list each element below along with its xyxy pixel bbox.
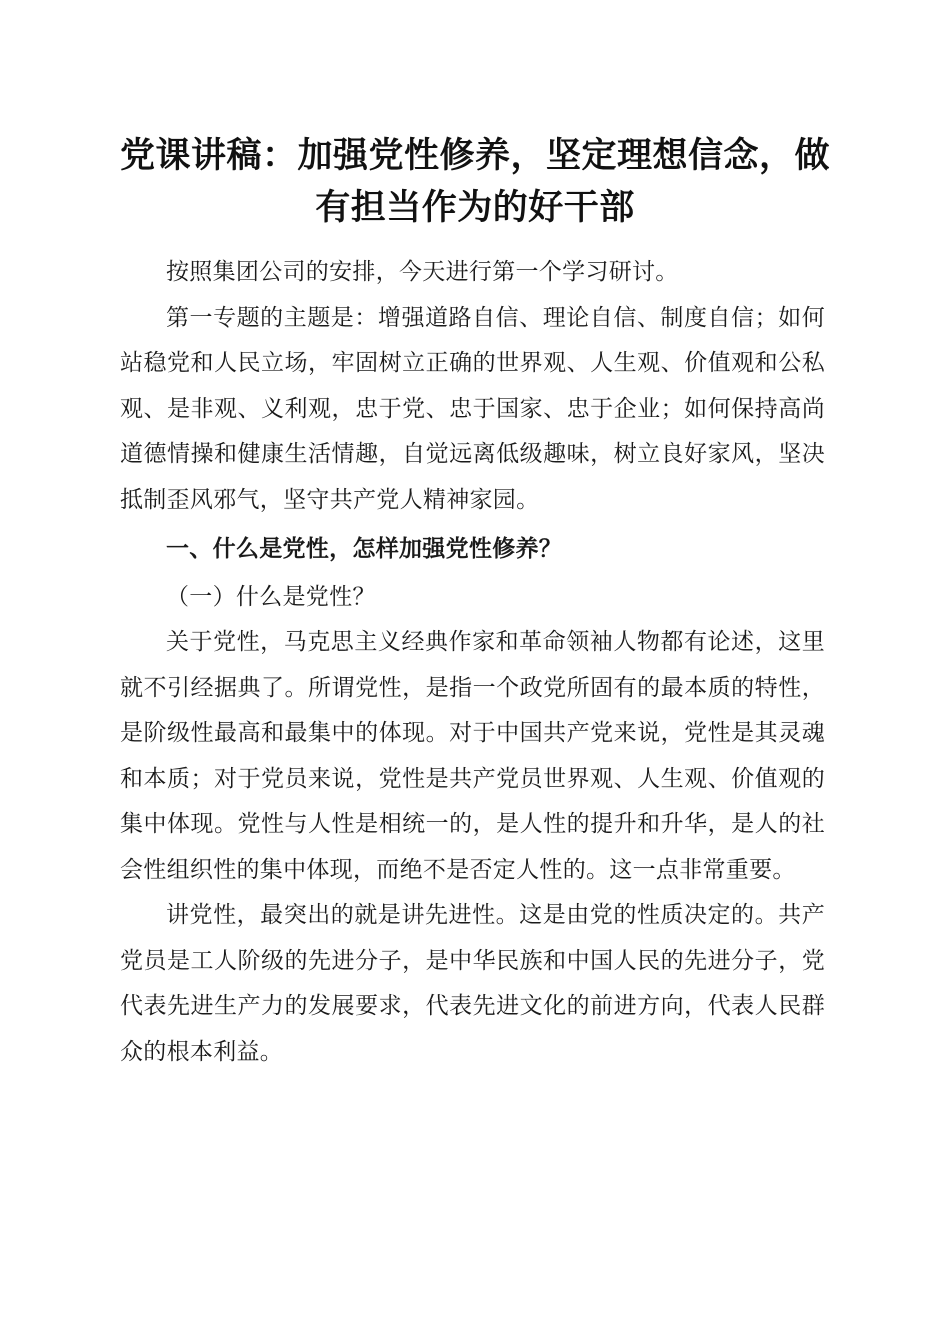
subsection-heading: （一）什么是党性？	[166, 583, 376, 610]
section-heading: 一、什么是党性，怎样加强党性修养？	[166, 536, 563, 562]
document-body	[120, 250, 825, 1075]
body-paragraph: 关于党性，马克思主义经典作家和革命领袖人物都有论述，这里就不引经据典了。所谓党性，是指一个政党所固有的最本质的特性，是阶级性最高和最集中的体现。对于中国共产党来说，党性是其灵魂和本质；对于党员来说，党性是共产党员世界观、人生观、价值观的集中体现。党性与人性是相统一的，是人性的提升和升华，是人的社会性组织性的集中体现，而绝不是否定人性的。这一点非常重要。	[120, 629, 825, 883]
title-line-1: 党课讲稿：加强党性修养，坚定理想信念，做	[119, 135, 830, 176]
page-title	[110, 130, 840, 234]
title-line-2: 有担当作为的好干部	[315, 187, 635, 228]
topic-paragraph: 第一专题的主题是：增强道路自信、理论自信、制度自信；如何站稳党和人民立场，牢固树立正确的世界观、人生观、价值观和公私观、是非观、义利观，忠于党、忠于国家、忠于企业；如何保持高尚道德情操和健康生活情趣，自觉远离低级趣味，树立良好家风，坚决抵制歪风邪气，坚守共产党人精神家园。	[120, 304, 825, 513]
body-paragraph: 讲党性，最突出的就是讲先进性。这是由党的性质决定的。共产党员是工人阶级的先进分子，是中华民族和中国人民的先进分子，党代表先进生产力的发展要求，代表先进文化的前进方向，代表人民群众的根本利益。	[120, 902, 825, 1065]
intro-paragraph: 按照集团公司的安排，今天进行第一个学习研讨。	[166, 259, 679, 285]
